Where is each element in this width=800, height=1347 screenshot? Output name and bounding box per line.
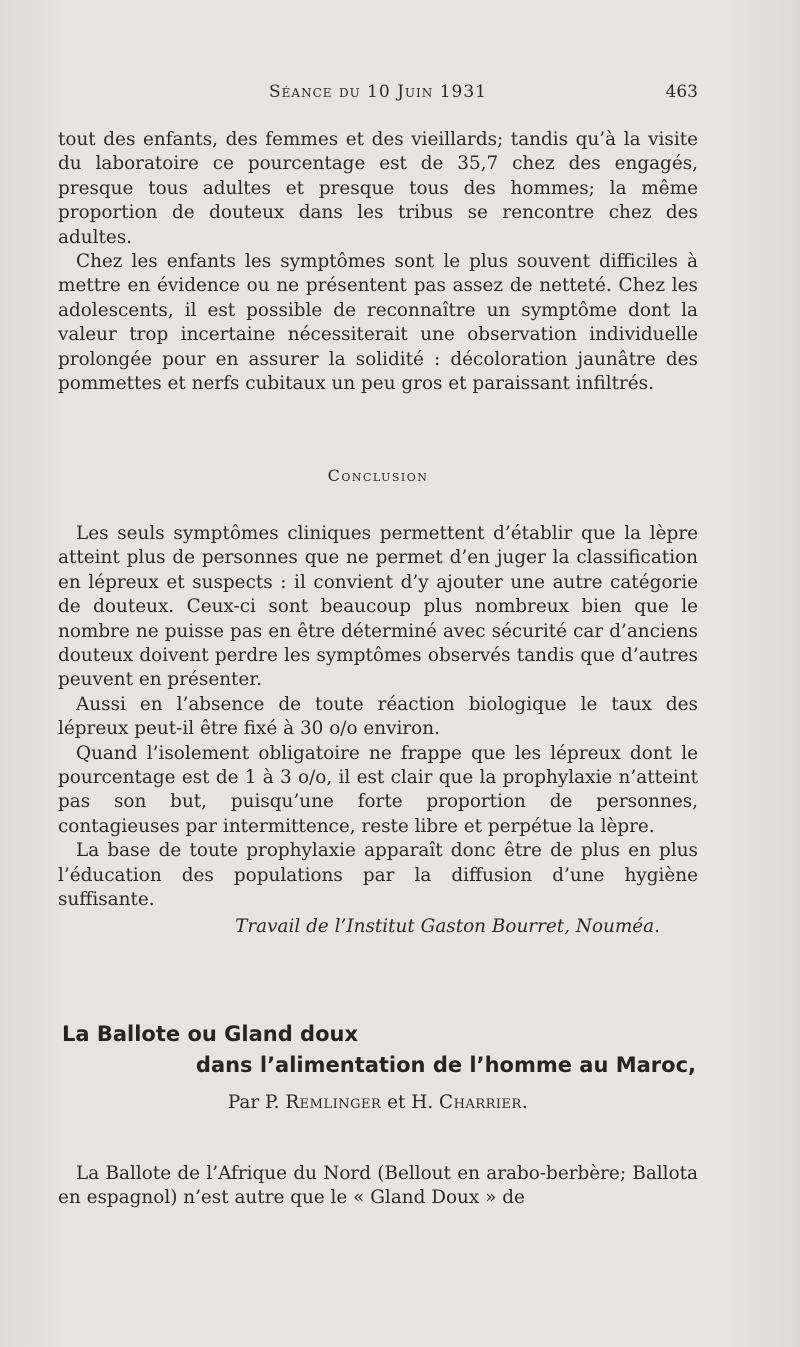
byline-prefix: Par P. (227, 1092, 280, 1113)
paragraph: La base de toute prophylaxie apparaît donc être de plus en plus l’éducation des populations par la diffusion d’une hygiène suffisante. (58, 840, 698, 911)
running-head (58, 82, 698, 106)
paragraph: Aussi en l’absence de toute réaction biologique le taux des lépreux peut-il être fixé à 30 o/o environ. (58, 693, 698, 740)
section-heading: Conclusion (327, 466, 429, 485)
page-number: 463 (665, 82, 698, 102)
running-title: Séance du 10 Juin 1931 (269, 82, 487, 102)
institution-signature: Travail de l’Institut Gaston Bourret, Nouméa. (235, 916, 660, 937)
article-title-line-2: dans l’alimentation de l’homme au Maroc, (195, 1053, 696, 1077)
paragraph: La Ballote de l’Afrique du Nord (Bellout en arabo-berbère; Ballota en espagnol) n’est autre que le « Gland Doux » de (58, 1163, 698, 1209)
byline-conjunction: et H. (387, 1092, 434, 1113)
conclusion-text-block (58, 522, 698, 913)
article-title-line-1: La Ballote ou Gland doux (62, 1022, 358, 1046)
byline (58, 1092, 698, 1113)
author-name: Charrier. (439, 1092, 529, 1113)
paragraph: tout des enfants, des femmes et des vieillards; tandis qu’à la visite du laboratoire ce pourcentage est de 35,7 chez des engagés, presque tous adultes et presque tous des hommes; la même proportion de douteux dans les tribus se rencontre chez des adultes. (58, 129, 698, 248)
intro-text-block (58, 128, 698, 396)
paragraph: Chez les enfants les symptômes sont le plus souvent difficiles à mettre en évidence ou ne présentent pas assez de netteté. Chez les adolescents, il est possible de reconnaître un symptôme dont la valeur trop incertaine nécessiterait une observation individuelle prolongée pour en assurer la solidité : décoloration jaunâtre des pommettes et nerfs cubitaux un peu gros et paraissant infiltrés. (58, 251, 698, 395)
author-name: Remlinger (285, 1092, 382, 1113)
paragraph: Quand l’isolement obligatoire ne frappe que les lépreux dont le pourcentage est de 1 à 3 o/o, il est clair que la prophylaxie n’atteint pas son but, puisqu’une forte proportion de personnes, contagieuses par intermittence, reste libre et perpétue la lèpre. (58, 742, 698, 837)
paragraph: Les seuls symptômes cliniques permettent d’établir que la lèpre atteint plus de personnes que ne permet d’en juger la classification en lépreux et suspects : il convient d’y ajouter une autre catégorie de douteux. Ceux-ci sont beaucoup plus nombreux bien que le nombre ne puisse pas en être déterminé avec sécurité car d’anciens douteux doivent perdre les symptômes observés tandis que d’autres peuvent en présenter. (58, 523, 698, 691)
article-text-block (58, 1162, 698, 1211)
